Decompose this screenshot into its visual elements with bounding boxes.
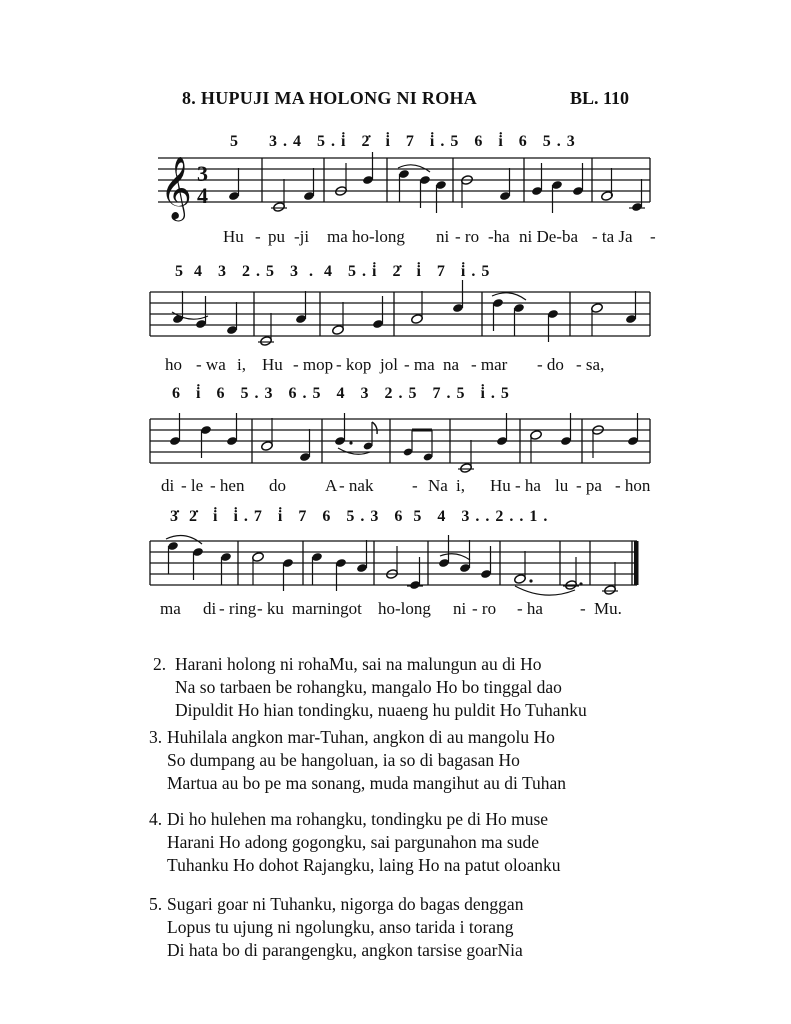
verse-number: 2. — [153, 654, 167, 674]
lyric-syllable: - ro — [472, 599, 497, 618]
lyric-syllable: Hu — [490, 476, 511, 495]
lyric-syllable: - pa — [576, 476, 602, 495]
verse-line: Di ho hulehen ma rohangku, tondingku pe di Ho muse — [167, 809, 549, 829]
verse-line: Harani Ho adong gogongku, sai pargunahon ma sude — [167, 832, 539, 852]
lyric-syllable: ni — [436, 227, 450, 246]
lyric-syllable: - kop — [336, 355, 372, 374]
lyric-syllable: di — [203, 599, 217, 618]
lyric-syllable: - — [412, 476, 418, 495]
verse-line: Di hata bo di parangengku, angkon tarsise goarNia — [167, 940, 523, 960]
treble-clef-icon: 𝄞 — [160, 158, 192, 218]
lyric-syllable: ni — [453, 599, 467, 618]
lyric-syllable: Na — [428, 476, 448, 495]
verse-line: Dipuldit Ho hian tondingku, nuaeng hu puldit Ho Tuhanku — [175, 700, 587, 720]
lyrics-line-4 — [0, 599, 791, 623]
lyric-syllable: A — [325, 476, 338, 495]
verse-line: Tuhanku Ho dohot Rajangku, laing Ho na patut oloanku — [167, 855, 561, 875]
lyric-syllable: Mu. — [594, 599, 622, 618]
notes-system-3 — [169, 413, 639, 473]
number-notation-3: 6 i̇ 6 5 . 3 6 . 5 4 3 2 . 5 7 . 5 i̇ . 5 — [172, 385, 510, 402]
verse-5 — [0, 893, 791, 968]
lyric-syllable: -ha — [488, 227, 510, 246]
lyric-syllable: - le — [181, 476, 204, 495]
lyrics-line-1 — [0, 227, 791, 251]
time-sig-top: 3 — [197, 161, 208, 186]
number-notation-2: 5 4 3 2 . 5 3 . 4 5 . i̇ 2̇ i̇ 7 i̇ . 5 — [175, 263, 491, 280]
verse-line: Huhilala angkon mar-Tuhan, angkon di au mangolu Ho — [167, 727, 555, 747]
notes-system-4 — [166, 535, 618, 595]
lyric-syllable: - sa, — [576, 355, 605, 374]
song-title: 8. HUPUJI MA HOLONG NI ROHA — [182, 88, 478, 108]
lyric-syllable: i, — [237, 355, 246, 374]
lyric-syllable: -ji — [294, 227, 310, 246]
verse-number: 3. — [149, 727, 163, 747]
lyrics-line-3 — [0, 476, 791, 500]
system-3 — [150, 413, 650, 473]
lyric-syllable: - ta Ja — [592, 227, 633, 246]
lyric-syllable: Hu — [223, 227, 244, 246]
lyric-syllable: - ma — [404, 355, 435, 374]
lyric-syllable: na — [443, 355, 460, 374]
verse-4 — [0, 808, 791, 883]
lyric-syllable: - wa — [196, 355, 226, 374]
time-sig-bottom: 4 — [197, 183, 208, 208]
lyric-syllable: pu — [268, 227, 285, 246]
verse-2 — [0, 653, 791, 728]
lyric-syllable: - ku — [257, 599, 284, 618]
verse-line: Na so tarbaen be rohangku, mangalo Ho bo tinggal dao — [175, 677, 562, 697]
system-4 — [150, 535, 639, 595]
lyric-syllable: - ro — [455, 227, 480, 246]
lyric-syllable: - — [650, 227, 656, 246]
verse-line: Harani holong ni rohaMu, sai na malungun au di Ho — [175, 654, 542, 674]
lyric-syllable: i, — [456, 476, 465, 495]
lyric-syllable: ma — [160, 599, 181, 618]
lyric-syllable: ho — [165, 355, 182, 374]
verse-number: 5. — [149, 894, 163, 914]
song-reference: BL. 110 — [570, 88, 630, 108]
lyric-syllable: - mop — [293, 355, 334, 374]
lyrics-line-2 — [0, 355, 791, 379]
lyric-syllable: - hen — [210, 476, 245, 495]
lyric-syllable: - ha — [515, 476, 541, 495]
number-notation-4: 3̇ 2̇ i̇ i̇ . 7 i̇ 7 6 5 . 3 6 5 4 3 . . 2 . . 1 . — [170, 508, 549, 525]
lyric-syllable: - ha — [517, 599, 543, 618]
verse-line: Martua au bo pe ma sonang, muda mangihut au di Tuhan — [167, 773, 567, 793]
lyric-syllable: ho-long — [378, 599, 431, 618]
lyric-syllable: di — [161, 476, 175, 495]
verse-line: Sugari goar ni Tuhanku, nigorga do bagas denggan — [167, 894, 524, 914]
number-notation-1: 5 3 . 4 5 . i̇ 2̇ i̇ 7 i̇ . 5 6 i̇ 6 5 . 3 — [230, 133, 576, 150]
verse-line: So dumpang au be hangoluan, ia so di bagasan Ho — [167, 750, 520, 770]
verse-number: 4. — [149, 809, 163, 829]
verse-3 — [0, 726, 791, 801]
lyric-syllable: ma ho-long — [327, 227, 405, 246]
lyric-syllable: - — [255, 227, 261, 246]
lyric-syllable: lu — [555, 476, 569, 495]
lyric-syllable: - ring — [219, 599, 257, 618]
lyric-syllable: - do — [537, 355, 564, 374]
lyric-syllable: - nak — [339, 476, 374, 495]
lyric-syllable: ni De-ba — [519, 227, 579, 246]
lyric-syllable: - — [580, 599, 586, 618]
notes-system-1 — [228, 152, 645, 213]
lyric-syllable: do — [269, 476, 286, 495]
lyric-syllable: - mar — [471, 355, 508, 374]
verse-line: Lopus tu ujung ni ngolungku, anso tarida i torang — [167, 917, 514, 937]
lyric-syllable: Hu — [262, 355, 283, 374]
system-1 — [158, 152, 650, 222]
final-barline — [634, 541, 639, 585]
system-2 — [150, 280, 650, 346]
lyric-syllable: - hon — [615, 476, 651, 495]
lyric-syllable: marningot — [292, 599, 362, 618]
lyric-syllable: jol — [380, 355, 398, 374]
